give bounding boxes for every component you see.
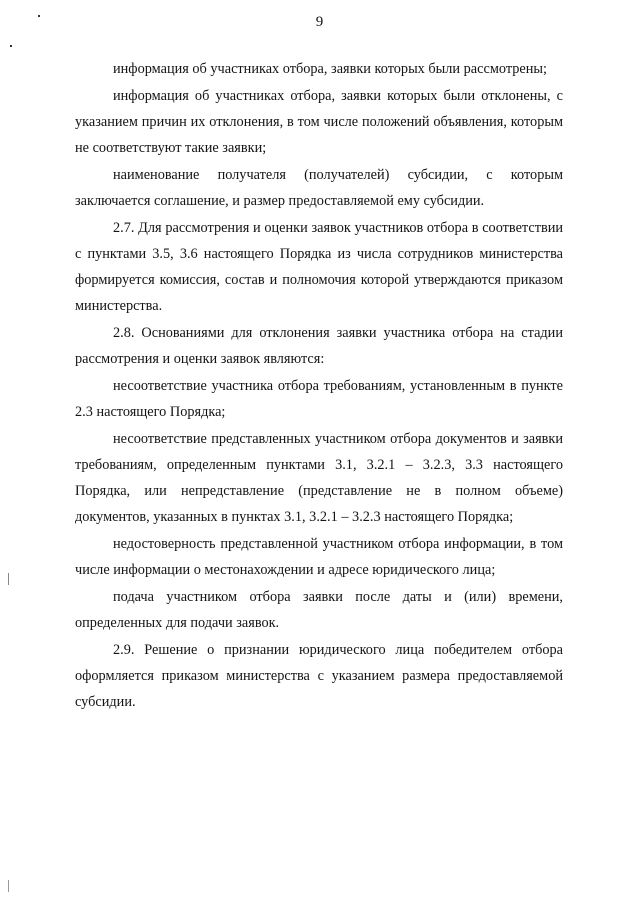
paragraph: 2.8. Основаниями для отклонения заявки участника отбора на стадии рассмотрения и оценки заявок являются: bbox=[75, 325, 563, 367]
paragraph: наименование получателя (получателей) субсидии, с которым заключается соглашение, и размер предоставляемой ему субсидии. bbox=[75, 167, 563, 209]
paragraph: несоответствие представленных участником отбора документов и заявки требованиям, определенным пунктами 3.1, 3.2.1 – 3.2.3, 3.3 настоящего Порядка, или непредставление (представление не в полном объеме) документов, указанных в пунктах 3.1, 3.2.1 – 3.2.3 настоящего Порядка; bbox=[75, 431, 563, 525]
scan-mark bbox=[38, 15, 40, 17]
paragraph: несоответствие участника отбора требованиям, установленным в пункте 2.3 настоящего Порядка; bbox=[75, 378, 563, 420]
scan-mark bbox=[8, 573, 9, 585]
scan-mark bbox=[10, 45, 12, 47]
paragraph: подача участником отбора заявки после даты и (или) времени, определенных для подачи заявок. bbox=[75, 589, 563, 631]
scan-mark bbox=[8, 880, 9, 892]
paragraph: информация об участниках отбора, заявки которых были отклонены, с указанием причин их отклонения, в том числе положений объявления, которым не соответствуют такие заявки; bbox=[75, 88, 563, 156]
paragraph: 2.7. Для рассмотрения и оценки заявок участников отбора в соответствии с пунктами 3.5, 3.6 настоящего Порядка из числа сотрудников министерства формируется комиссия, состав и полномочия которой утверждаются приказом министерства. bbox=[75, 220, 563, 314]
paragraph: недостоверность представленной участником отбора информации, в том числе информации о местонахождении и адресе юридического лица; bbox=[75, 536, 563, 578]
body-text bbox=[75, 56, 563, 716]
paragraph: 2.9. Решение о признании юридического лица победителем отбора оформляется приказом министерства с указанием размера предоставляемой субсидии. bbox=[75, 642, 563, 710]
page-number: 9 bbox=[315, 14, 324, 30]
paragraph: информация об участниках отбора, заявки которых были рассмотрены; bbox=[113, 61, 547, 77]
